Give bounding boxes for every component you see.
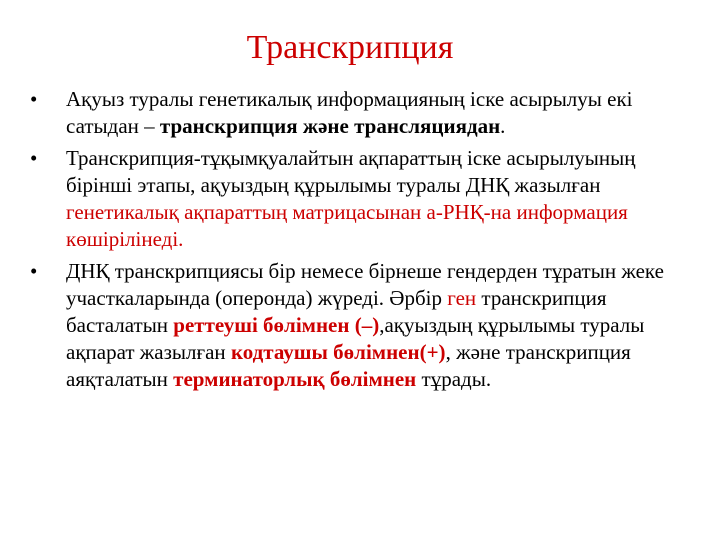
bullet-3-text-b: транскрипция басталатын <box>66 286 607 337</box>
bullet-item-1 <box>30 86 695 140</box>
bullet-3-text-e: тұрады. <box>416 367 492 391</box>
bullet-item-3 <box>30 258 695 393</box>
bullet-2-text: Транскрипция-тұқымқуалайтын ақпараттың іске асырылуының бірінші этапы, ақуыздың құрылымы туралы ДНҚ жазылған <box>66 146 636 197</box>
bullet-3-gene: ген <box>447 286 477 310</box>
bullet-1-emphasis: транскрипция және трансляциядан <box>159 114 501 138</box>
bullet-list <box>30 86 695 398</box>
bullet-3-coding: кодтаушы бөлімнен(+) <box>230 340 446 364</box>
slide-title: Транскрипция <box>246 29 454 66</box>
bullet-dot-icon: • <box>30 259 38 283</box>
bullet-3-terminator: терминаторлық бөлімнен <box>173 367 417 391</box>
bullet-3-regulatory: реттеуші бөлімнен (–) <box>173 313 380 337</box>
bullet-item-2 <box>30 145 695 253</box>
bullet-dot-icon: • <box>30 87 38 111</box>
bullet-3-text-d: , және транскрипция аяқталатын <box>66 340 631 391</box>
bullet-1-text: Ақуыз туралы генетикалық информацияның іске асырылуы екі сатыдан – <box>66 87 633 138</box>
bullet-dot-icon: • <box>30 146 38 170</box>
bullet-1-end: . <box>500 114 506 138</box>
bullet-3-text-c: ,ақуыздың құрылымы туралы ақпарат жазылған <box>66 313 645 364</box>
bullet-3-text-a: ДНҚ транскрипциясы бір немесе бірнеше гендерден тұратын жеке участкаларында (оперонда) жүреді. Әрбір <box>66 259 664 310</box>
bullet-2-highlight: генетикалық ақпараттың матрицасынан а-РНҚ-на информация көшірілінеді. <box>66 200 628 251</box>
